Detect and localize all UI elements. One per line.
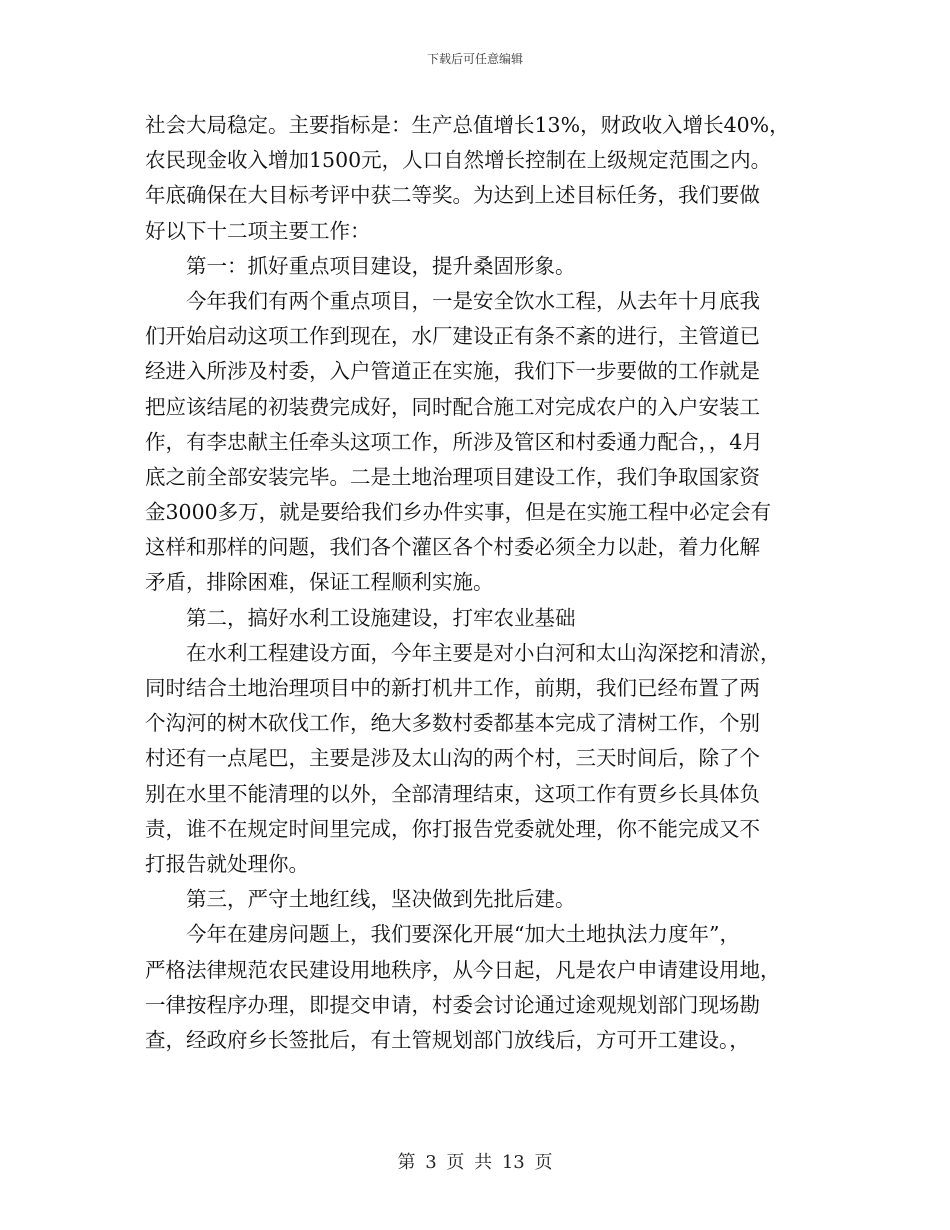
text-line: 矛盾，排除困难，保证工程顺利实施。 xyxy=(145,570,494,595)
text-line: 打报告就处理你。 xyxy=(145,851,309,876)
text-line: 查，经政府乡长签批后，有土管规划部门放线后，方可开工建设。， xyxy=(145,1027,750,1052)
text-line: 好以下十二项主要工作： xyxy=(145,218,371,243)
text-line: 第一：抓好重点项目建设，提升桑固形象。 xyxy=(186,253,576,278)
text-line: 们开始启动这项工作到现在，水厂建设正有条不紊的进行，主管道已 xyxy=(145,324,760,349)
text-line: 责，谁不在规定时间里完成，你打报告党委就处理，你不能完成又不 xyxy=(145,816,760,841)
page-header-note: 下载后可任意编辑 xyxy=(426,52,523,66)
text-line: 金3000多万，就是要给我们乡办件实事，但是在实施工程中必定会有 xyxy=(145,500,772,525)
text-line: 这样和那样的问题，我们各个灌区各个村委必须全力以赴，着力化解 xyxy=(145,535,760,560)
text-line: 农民现金收入增加1500元，人口自然增长控制在上级规定范围之内。 xyxy=(145,148,772,173)
text-line: 作，有李忠献主任牵头这项工作，所涉及管区和村委通力配合，，4月 xyxy=(145,429,763,454)
text-line: 今年在建房问题上，我们要深化开展“加大土地执法力度年”， xyxy=(186,922,740,947)
text-line: 第二，搞好水利工设施建设，打牢农业基础 xyxy=(186,605,576,630)
text-line: 社会大局稳定。主要指标是：生产总值增长13%，财政收入增长40%， xyxy=(145,113,790,137)
text-line: 底之前全部安装完毕。二是土地治理项目建设工作，我们争取国家资 xyxy=(145,464,760,489)
text-line: 别在水里不能清理的以外，全部清理结束，这项工作有贾乡长具体负 xyxy=(145,781,760,806)
text-line: 今年我们有两个重点项目，一是安全饮水工程，从去年十月底我 xyxy=(186,288,760,313)
text-line: 第三，严守土地红线，坚决做到先批后建。 xyxy=(186,887,576,912)
text-line: 一律按程序办理，即提交申请，村委会讨论通过途观规划部门现场勘 xyxy=(145,992,760,1017)
text-line: 经进入所涉及村委，入户管道正在实施，我们下一步要做的工作就是 xyxy=(145,359,760,384)
page-number-footer: 第 3 页 共 13 页 xyxy=(397,1152,553,1173)
document-body xyxy=(145,108,807,1058)
text-line: 严格法律规范农民建设用地秩序，从今日起，凡是农户申请建设用地， xyxy=(145,957,781,982)
text-line: 在水利工程建设方面，今年主要是对小白河和太山沟深挖和清淤， xyxy=(186,640,781,665)
text-line: 同时结合土地治理项目中的新打机井工作，前期，我们已经布置了两 xyxy=(145,676,760,700)
text-line: 个沟河的树木砍伐工作，绝大多数村委都基本完成了清树工作，个别 xyxy=(145,711,760,736)
text-line: 村还有一点尾巴，主要是涉及太山沟的两个村，三天时间后，除了个 xyxy=(145,746,760,771)
text-line: 把应该结尾的初装费完成好，同时配合施工对完成农户的入户安装工 xyxy=(145,394,760,419)
text-line: 年底确保在大目标考评中获二等奖。为达到上述目标任务，我们要做 xyxy=(145,183,760,208)
